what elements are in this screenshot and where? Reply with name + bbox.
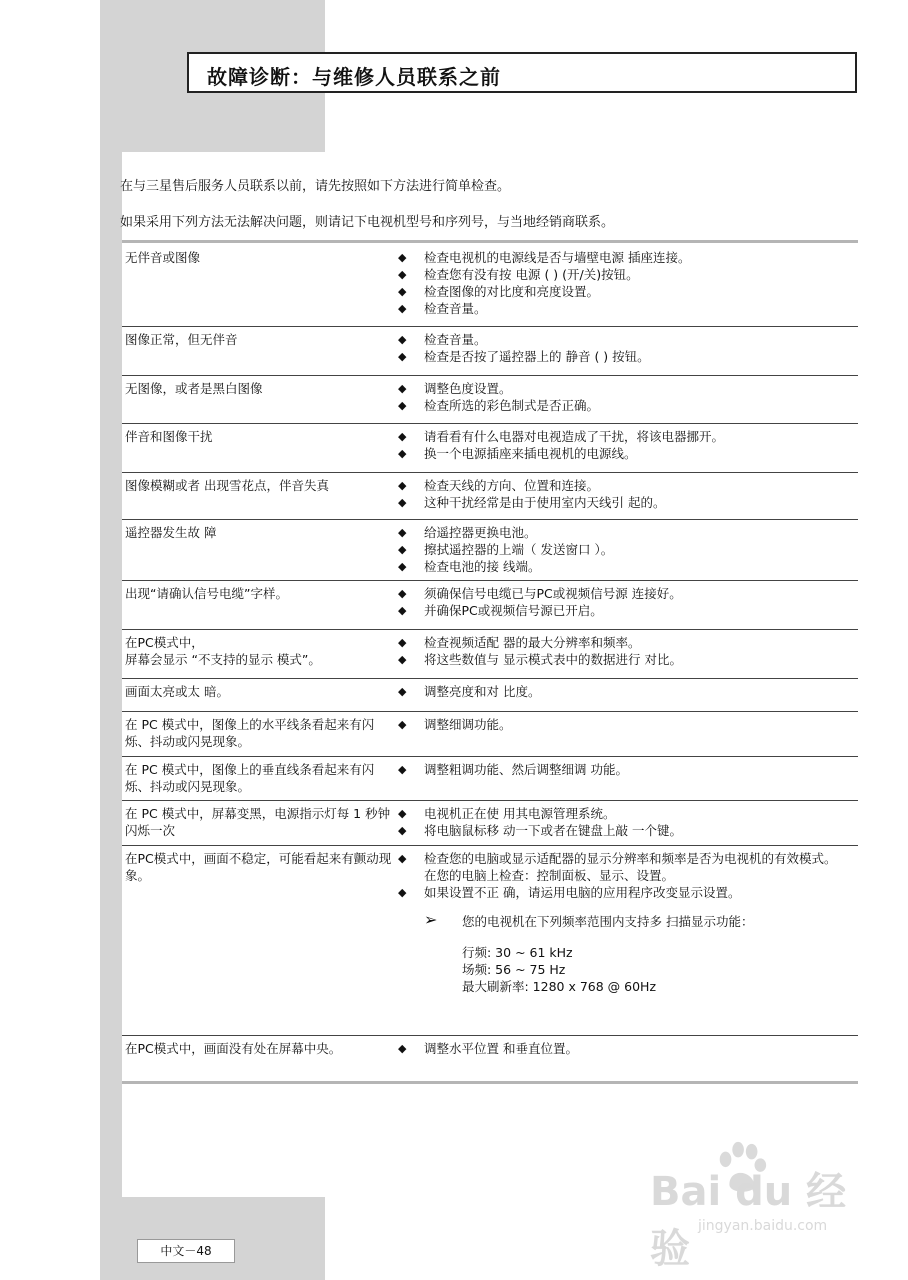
solution-text: 检查所选的彩色制式是否正确。	[424, 398, 600, 413]
diamond-bullet-icon: ◆	[398, 852, 407, 865]
solutions-list	[398, 477, 838, 511]
page-title: 故障诊断：与维修人员联系之前	[207, 65, 501, 89]
problem-text: 图像模糊或者 出现雪花点，伴音失真	[125, 478, 329, 493]
problem-text: 在 PC 模式中，屏幕变黑，电源指示灯每 1 秒钟闪烁一次	[125, 806, 391, 838]
solution-item	[398, 634, 838, 651]
frequency-spec: 最大刷新率: 1280 x 768 @ 60Hz	[462, 979, 657, 994]
problem-text: 在PC模式中， 屏幕会显示 “不支持的显示 模式”。	[125, 635, 321, 667]
diamond-bullet-icon: ◆	[398, 302, 407, 315]
diamond-bullet-icon: ◆	[398, 268, 407, 281]
diamond-bullet-icon: ◆	[398, 824, 407, 837]
diamond-bullet-icon: ◆	[398, 430, 407, 443]
solutions-list	[398, 524, 838, 575]
solution-item	[398, 397, 838, 414]
diamond-bullet-icon: ◆	[398, 763, 407, 776]
solution-item	[398, 283, 838, 300]
table-row	[122, 678, 858, 711]
diamond-bullet-icon: ◆	[398, 543, 407, 556]
solution-item	[398, 822, 838, 839]
scan-range-text: 您的电视机在下列频率范围内支持多 扫描显示功能：	[462, 914, 754, 929]
solution-item	[398, 761, 838, 778]
problem-text: 在PC模式中，画面没有处在屏幕中央。	[125, 1041, 342, 1056]
solution-text: 检查电池的接 线端。	[424, 559, 541, 574]
diamond-bullet-icon: ◆	[398, 399, 407, 412]
solutions-list	[398, 380, 838, 414]
table-row	[122, 245, 858, 326]
solution-text: 调整色度设置。	[424, 381, 512, 396]
solution-text: 换一个电源插座来插电视机的电源线。	[424, 446, 637, 461]
problem-text: 遥控器发生故 障	[125, 525, 217, 540]
intro-line-2: 如果采用下列方法无法解决问题，则请记下电视机型号和序列号，与当地经销商联系。	[120, 215, 615, 230]
table-row	[122, 800, 858, 845]
diamond-bullet-icon: ◆	[398, 285, 407, 298]
solution-item	[398, 249, 838, 266]
page-number: 中文－48	[137, 1239, 235, 1263]
solution-text: 调整粗调功能、然后调整细调 功能。	[424, 762, 628, 777]
solution-text: 将这些数值与 显示模式表中的数据进行 对比。	[424, 652, 682, 667]
frequency-spec: 场频: 56 ~ 75 Hz	[462, 962, 566, 977]
table-row	[122, 845, 858, 1035]
scan-range-note	[398, 910, 838, 930]
solution-item	[398, 850, 838, 867]
solution-item	[398, 477, 838, 494]
solutions-list	[398, 716, 838, 733]
solution-text: 调整亮度和对 比度。	[424, 684, 541, 699]
table-row	[122, 711, 858, 756]
solution-text: 检查音量。	[424, 332, 487, 347]
arrow-bullet-icon: ➢	[424, 910, 438, 929]
table-row	[122, 375, 858, 423]
diamond-bullet-icon: ◆	[398, 718, 407, 731]
page-title-box	[187, 52, 857, 93]
diamond-bullet-icon: ◆	[398, 333, 407, 346]
problem-text: 在PC模式中，画面不稳定，可能看起来有颤动现象。	[125, 851, 392, 883]
watermark-logo-text: Bai du 经验	[650, 1169, 847, 1272]
solution-item	[398, 884, 838, 901]
solution-text: 检查您的电脑或显示适配器的显示分辨率和频率是否为电视机的有效模式。	[424, 851, 837, 866]
solution-text: 检查是否按了遥控器上的 静音 ( ) 按钮。	[424, 349, 650, 364]
solution-item	[398, 651, 838, 668]
diamond-bullet-icon: ◆	[398, 886, 407, 899]
frequency-spec: 行频: 30 ~ 61 kHz	[462, 945, 573, 960]
bottom-rule	[122, 1081, 858, 1084]
diamond-bullet-icon: ◆	[398, 382, 407, 395]
table-row	[122, 519, 858, 580]
solution-item	[398, 331, 838, 348]
solution-item	[398, 348, 838, 365]
solution-text: 给遥控器更换电池。	[424, 525, 537, 540]
diamond-bullet-icon: ◆	[398, 807, 407, 820]
problem-text: 无伴音或图像	[125, 250, 201, 265]
solution-item	[398, 716, 838, 733]
solution-text: 须确保信号电缆已与PC或视频信号源 连接好。	[424, 586, 682, 601]
problem-text: 图像正常，但无伴音	[125, 332, 238, 347]
solution-item	[398, 380, 838, 397]
diamond-bullet-icon: ◆	[398, 685, 407, 698]
problem-text: 出现“请确认信号电缆”字样。	[125, 586, 288, 601]
solution-item	[398, 585, 838, 602]
problem-text: 无图像，或者是黑白图像	[125, 381, 263, 396]
diamond-bullet-icon: ◆	[398, 653, 407, 666]
problem-text: 伴音和图像干扰	[125, 429, 213, 444]
solutions-list	[398, 805, 838, 839]
diamond-bullet-icon: ◆	[398, 479, 407, 492]
solution-text: 擦拭遥控器的上端（ 发送窗口 ）。	[424, 542, 614, 557]
diamond-bullet-icon: ◆	[398, 587, 407, 600]
baidu-watermark	[640, 1140, 880, 1272]
solution-text: 这种干扰经常是由于使用室内天线引 起的。	[424, 495, 666, 510]
solution-item	[398, 683, 838, 700]
solution-item	[398, 300, 838, 317]
solution-item	[398, 805, 838, 822]
diamond-bullet-icon: ◆	[398, 636, 407, 649]
solution-item	[398, 558, 838, 575]
solution-text: 调整细调功能。	[424, 717, 512, 732]
diamond-bullet-icon: ◆	[398, 447, 407, 460]
top-rule	[122, 240, 858, 243]
solution-text: 电视机正在使 用其电源管理系统。	[424, 806, 616, 821]
solution-item	[398, 541, 838, 558]
diamond-bullet-icon: ◆	[398, 496, 407, 509]
table-row	[122, 472, 858, 519]
solutions-list	[398, 585, 838, 619]
solution-item	[398, 428, 838, 445]
table-row	[122, 629, 858, 678]
problem-text: 在 PC 模式中，图像上的水平线条看起来有闪烁、抖动或闪晃现象。	[125, 717, 375, 749]
solution-text: 检查视频适配 器的最大分辨率和频率。	[424, 635, 641, 650]
diamond-bullet-icon: ◆	[398, 350, 407, 363]
solution-text: 并确保PC或视频信号源已开启。	[424, 603, 603, 618]
solutions-list	[398, 683, 838, 700]
solutions-list	[398, 331, 838, 365]
solutions-list	[398, 761, 838, 778]
solution-item	[398, 445, 838, 462]
solution-text: 如果设置不正 确，请运用电脑的应用程序改变显示设置。	[424, 885, 741, 900]
solutions-list	[398, 1040, 838, 1057]
table-row	[122, 326, 858, 375]
solutions-list	[398, 249, 838, 317]
solution-text: 请看看有什么电器对电视造成了干扰，将该电器挪开。	[424, 429, 725, 444]
solution-text: 检查图像的对比度和亮度设置。	[424, 284, 600, 299]
diamond-bullet-icon: ◆	[398, 1042, 407, 1055]
solution-text: 检查天线的方向、位置和连接。	[424, 478, 600, 493]
problem-text: 在 PC 模式中，图像上的垂直线条看起来有闪烁、抖动或闪晃现象。	[125, 762, 375, 794]
table-row	[122, 580, 858, 629]
diamond-bullet-icon: ◆	[398, 251, 407, 264]
solutions-list	[398, 428, 838, 462]
diamond-bullet-icon: ◆	[398, 526, 407, 539]
diamond-bullet-icon: ◆	[398, 560, 407, 573]
solution-note: 在您的电脑上检查：控制面板、显示、设置。	[424, 868, 675, 883]
solution-text: 检查音量。	[424, 301, 487, 316]
solution-item	[398, 494, 838, 511]
watermark-url: jingyan.baidu.com	[698, 1218, 828, 1234]
left-margin-band	[100, 0, 122, 1280]
solutions-list	[398, 634, 838, 668]
table-row	[122, 1035, 858, 1081]
intro-line-1: 在与三星售后服务人员联系以前，请先按照如下方法进行简单检查。	[120, 179, 511, 194]
solution-item	[398, 602, 838, 619]
table-row	[122, 756, 858, 800]
solution-item	[398, 266, 838, 283]
solution-item	[398, 1040, 838, 1057]
solution-text: 调整水平位置 和垂直位置。	[424, 1041, 578, 1056]
table-row	[122, 423, 858, 472]
solutions-list	[398, 850, 838, 995]
solution-item	[398, 524, 838, 541]
problem-text: 画面太亮或太 暗。	[125, 684, 229, 699]
solution-text: 检查您有没有按 电源 ( ) (开/关)按钮。	[424, 267, 639, 282]
solution-text: 检查电视机的电源线是否与墙壁电源 插座连接。	[424, 250, 691, 265]
solution-text: 将电脑鼠标移 动一下或者在键盘上敲 一个键。	[424, 823, 682, 838]
diamond-bullet-icon: ◆	[398, 604, 407, 617]
